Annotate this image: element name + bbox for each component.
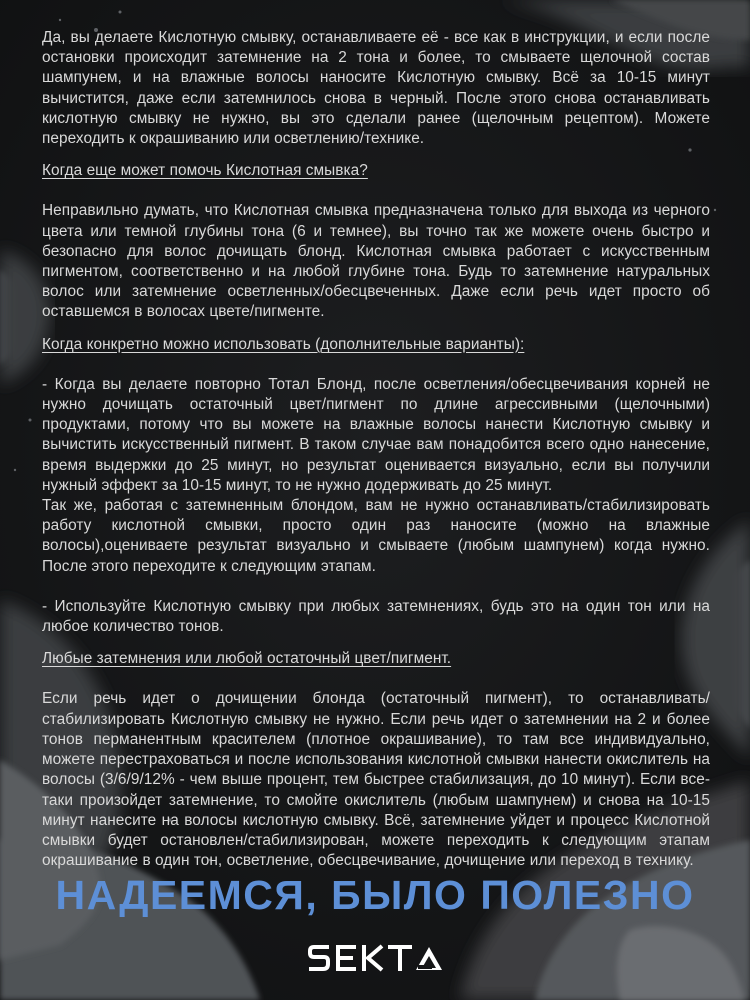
article-body (42, 28, 710, 871)
intro-paragraph: Да, вы делаете Кислотную смывку, останавливаете её - все как в инструкции, и если после остановки происходит затемнение на 2 тона и более, то смываете щелочной состав шампунем, и на влажные волосы наносите Кислотную смывку. Всё за 10-15 минут вычистится, даже если затемнилось снова в черный. После этого снова останавливать кислотную смывку не нужно, вы это сделали ранее (щелочным рецептом). Можете переходить к окрашиванию или осветлению/технике. (42, 29, 710, 148)
paragraph-blond-cleaning: Неправильно думать, что Кислотная смывка предназначена только для выхода из черного цвета или темной глубины тона (6 и темнее), вы точно так же можете очень быстро и безопасно для волос дочищать блонд. Кислотная смывка работает с искусственным пигментом, соответственно и на любой глубине тона. Будь то затемнение натуральных волос или затемнение осветленных/обесцвеченных. Даже если речь идет просто об оставшемся в волосах цвете/пигменте. (42, 202, 710, 321)
paragraph-any-darkening: - Используйте Кислотную смывку при любых затемнениях, будь это на один тон или на любое количество тонов. (42, 597, 710, 636)
paragraph-stabilization: Если речь идет о дочищении блонда (остаточный пигмент), то останавливать/стабилизировать Кислотную смывку не нужно. Если речь идет о затемнении на 2 и более тонов перманентным красителем (плотное окрашивание), то там все индивидуально, можете перестраховаться и после использования кислотной смывки нанести окислитель на волосы (3/6/9/12% - чем выше процент, тем быстрее стабилизация, до 10 минут). Если все-таки произойдет затемнение, то смойте окислитель (любым шампунем) и снова на 10-15 минут нанесите на волосы кислотную смывку. Всё, затемнение уйдет и процесс Кислотной смывки будет остановлен/стабилизирован, можете переходить к следующим этапам окрашивание в один тон, осветление, обесцвечивание, дочищение или переход в технику. (42, 690, 710, 870)
section-heading-residual-pigment: Любые затемнения или любой остаточный цвет/пигмент. (42, 650, 452, 668)
paragraph-darkened-blond: Так же, работая с затемненным блондом, вам не нужно останавливать/стабилизировать работу кислотной смывки, просто один раз наносите (можно на влажные волосы),оцениваете результат визуально и смываете (любым шампунем) когда нужно. После этого переходите к следующим этапам. (42, 497, 710, 575)
closing-headline: НАДЕЕМСЯ, БЫЛО ПОЛЕЗНО (55, 872, 695, 918)
section-heading-use-cases: Когда конкретно можно использовать (дополнительные варианты): (42, 335, 525, 353)
sekta-logo (308, 943, 442, 973)
paragraph-total-blond: - Когда вы делаете повторно Тотал Блонд, после осветления/обесцвечивания корней не нужно дочищать остаточный цвет/пигмент по длине агрессивными (щелочными) продуктами, потому что вы можете на влажные волосы нанести Кислотную смывку и вычистить искусственный пигмент. В таком случае вам понадобится всего одно нанесение, время выдержки до 25 минут, но результат оценивается визуально, если вы получили нужный эффект за 10-15 минут, то не нужно додерживать до 25 минут. (42, 375, 710, 494)
section-heading-acid-help: Когда еще может помочь Кислотная смывка? (42, 162, 368, 180)
